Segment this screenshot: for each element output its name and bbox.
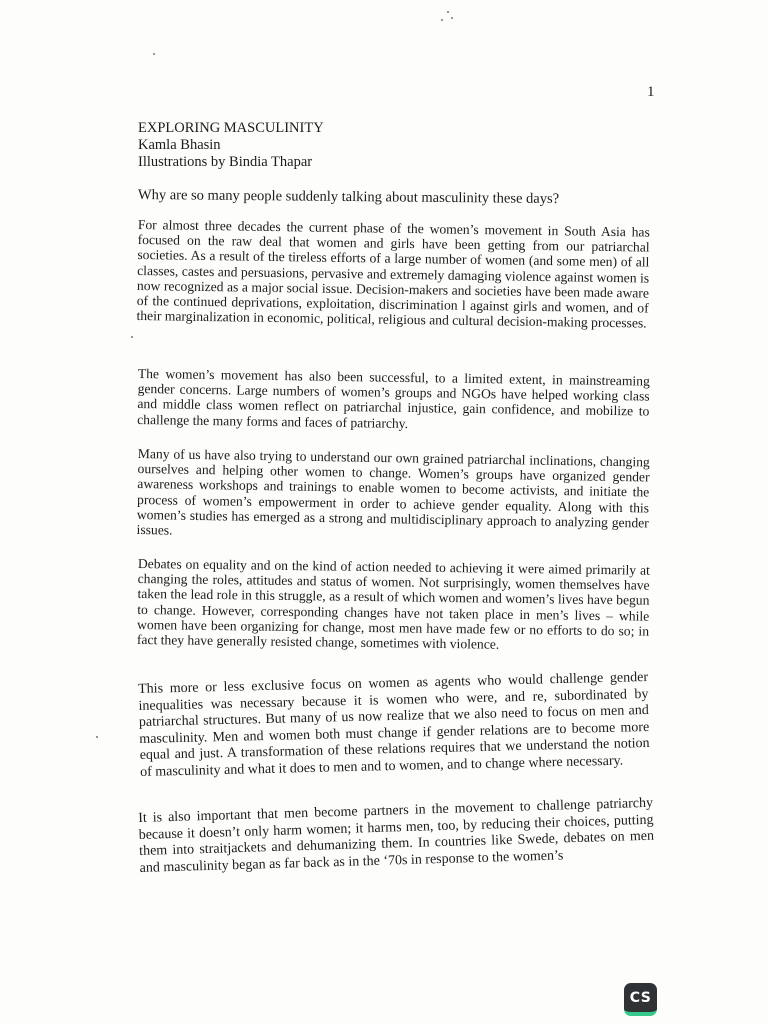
page-number: 1 xyxy=(647,84,655,100)
scan-speck xyxy=(441,19,443,21)
scan-speck xyxy=(447,11,449,13)
scan-speck xyxy=(96,736,98,738)
document-title: EXPLORING MASCULINITY xyxy=(138,120,324,136)
body-paragraph: For almost three decades the current phase of the women’s movement in South Asia has focused on the raw deal that women and girls have been getting from our patriarchal societies. As a result of the tireless efforts of a large number of women (and some men) of all classes, castes and persuasions, pervasive and extremely damaging violence against women is now recognized as a major social issue. Decision-makers and societies have been made aware of the continued deprivations, exploitation, discrimination l against girls and women, and of their marginalization in economic, political, religious and cultural decision-making processes. xyxy=(136,217,650,331)
body-paragraph: Many of us have also trying to understand our own grained patriarchal inclinations, changing ourselves and helping other women to change. Women’s groups have organized gender awareness workshops and trainings to enable women to become activists, and initiate the process of women’s empowerment in order to achieve gender equality. Along with this women’s studies has emerged as a strong and multidisciplinary approach to analyzing gender issues. xyxy=(136,446,650,538)
scan-speck xyxy=(153,53,155,55)
scan-speck xyxy=(451,17,453,19)
document-header xyxy=(138,120,658,171)
scan-speck xyxy=(131,336,133,338)
body-paragraph: It is also important that men become partners in the movement to challenge patriarchy because it doesn’t only harm women; it harms men, too, by reducing their choices, putting them into straitjackets and dehumanizing them. In countries like Swede, debates on men and masculinity began as far back as in the ‘70s in response to the women’s xyxy=(138,795,655,876)
lead-question: Why are so many people suddenly talking about masculinity these days? xyxy=(137,187,560,208)
author-line: Kamla Bhasin xyxy=(138,137,221,153)
illustrator-line: Illustrations by Bindia Thapar xyxy=(138,154,313,170)
body-paragraph: Debates on equality and on the kind of action needed to achieving it were aimed primarily at changing the roles, attitudes and status of women. Not surprisingly, women themselves have taken the lead role in this struggle, as a result of which women and women’s lives have begun to change. However, corresponding changes have not taken place in men’s lives – while women have been organizing for change, most men have made few or no efforts to do so; in fact they have generally resisted change, sometimes with violence. xyxy=(136,556,650,652)
body-paragraph: This more or less exclusive focus on women as agents who would challenge gender inequalities was necessary because it is women who were, and re, subordinated by patriarchal structures. But many of us now realize that we also need to focus on men and masculinity. Men and women both must change if gender relations are to become more equal and just. A transformation of these relations requires that we understand the notion of masculinity and what it does to men and to women, and to change where necessary. xyxy=(138,669,650,780)
camscanner-logo: CS xyxy=(624,983,657,1016)
body-paragraph: The women’s movement has also been successful, to a limited extent, in mainstreaming gender concerns. Large numbers of women’s groups and NGOs have helped working class and middle class women reflect on patriarchal injustice, gain confidence, and mobilize to challenge the many forms and faces of patriarchy. xyxy=(137,366,650,431)
